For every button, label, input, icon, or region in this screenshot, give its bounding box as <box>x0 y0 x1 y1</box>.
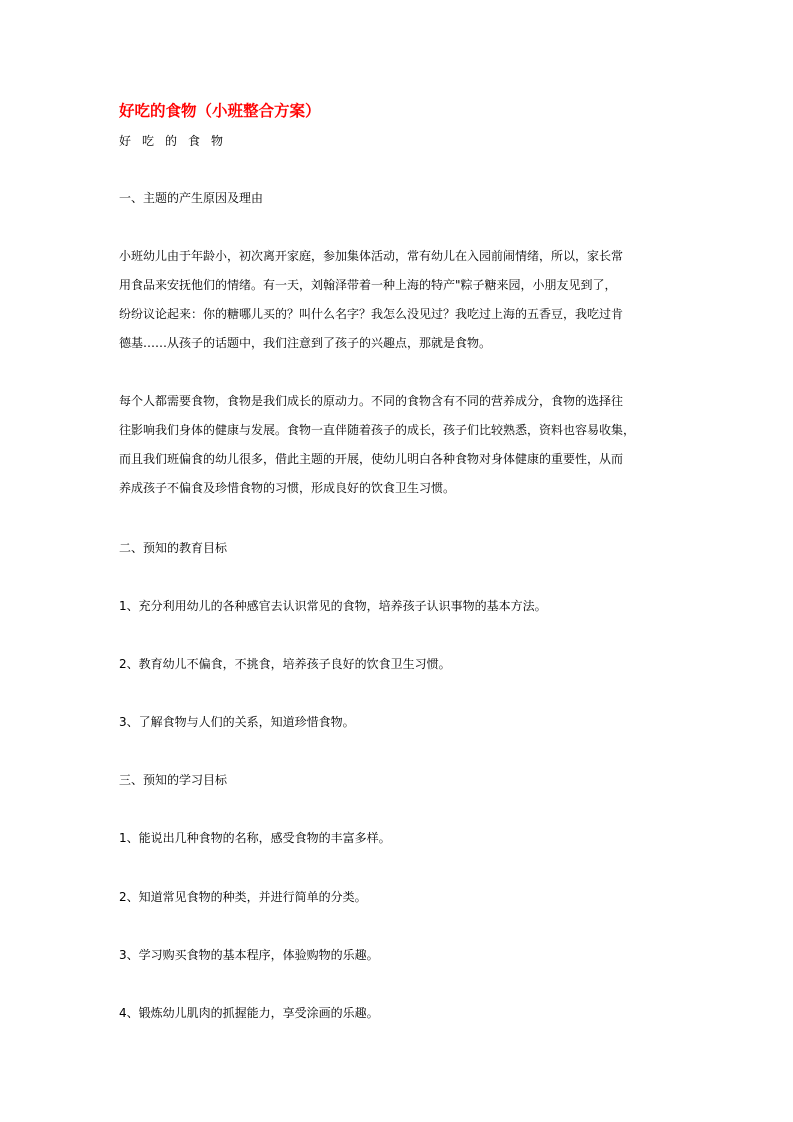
section-2-item: 3、了解食物与人们的关系，知道珍惜食物。 <box>119 715 355 729</box>
document-subtitle: 好吃的食物 <box>119 134 235 148</box>
section-3-item: 1、能说出几种食物的名称，感受食物的丰富多样。 <box>119 831 391 845</box>
paragraph-line: 每个人都需要食物，食物是我们成长的原动力。不同的食物含有不同的营养成分，食物的选择往 <box>119 394 624 408</box>
section-3-item: 4、锻炼幼儿肌肉的抓握能力，享受涂画的乐趣。 <box>119 1006 379 1020</box>
section-3-item: 2、知道常见食物的种类，并进行简单的分类。 <box>119 890 367 904</box>
paragraph-line: 养成孩子不偏食及珍惜食物的习惯，形成良好的饮食卫生习惯。 <box>119 481 456 495</box>
section-3-item: 3、学习购买食物的基本程序，体验购物的乐趣。 <box>119 948 379 962</box>
paragraph-line: 往影响我们身体的健康与发展。食物一直伴随着孩子的成长，孩子们比较熟悉，资料也容易收集， <box>119 423 636 437</box>
section-1-heading: 一、主题的产生原因及理由 <box>119 191 264 205</box>
paragraph-line: 纷纷议论起来：你的糖哪儿买的？叫什么名字？我怎么没见过？我吃过上海的五香豆，我吃过肯 <box>119 307 624 321</box>
section-2-item: 1、充分利用幼儿的各种感官去认识常见的食物，培养孩子认识事物的基本方法。 <box>119 599 547 613</box>
section-2-item: 2、教育幼儿不偏食，不挑食，培养孩子良好的饮食卫生习惯。 <box>119 657 451 671</box>
document-title: 好吃的食物（小班整合方案） <box>119 101 321 120</box>
section-2-heading: 二、预知的教育目标 <box>119 541 228 555</box>
paragraph-line: 小班幼儿由于年龄小，初次离开家庭，参加集体活动，常有幼儿在入园前闹情绪，所以，家长常 <box>119 249 624 263</box>
section-1-paragraph-2 <box>119 387 675 503</box>
section-1-paragraph-1 <box>119 242 675 358</box>
paragraph-line: 德基……从孩子的话题中，我们注意到了孩子的兴趣点，那就是食物。 <box>119 336 492 350</box>
paragraph-line: 用食品来安抚他们的情绪。有一天，刘翰泽带着一种上海的特产"粽子糖来园，小朋友见到了， <box>119 278 617 292</box>
section-3-heading: 三、预知的学习目标 <box>119 773 228 787</box>
paragraph-line: 而且我们班偏食的幼儿很多，借此主题的开展，使幼儿明白各种食物对身体健康的重要性，从而 <box>119 452 624 466</box>
